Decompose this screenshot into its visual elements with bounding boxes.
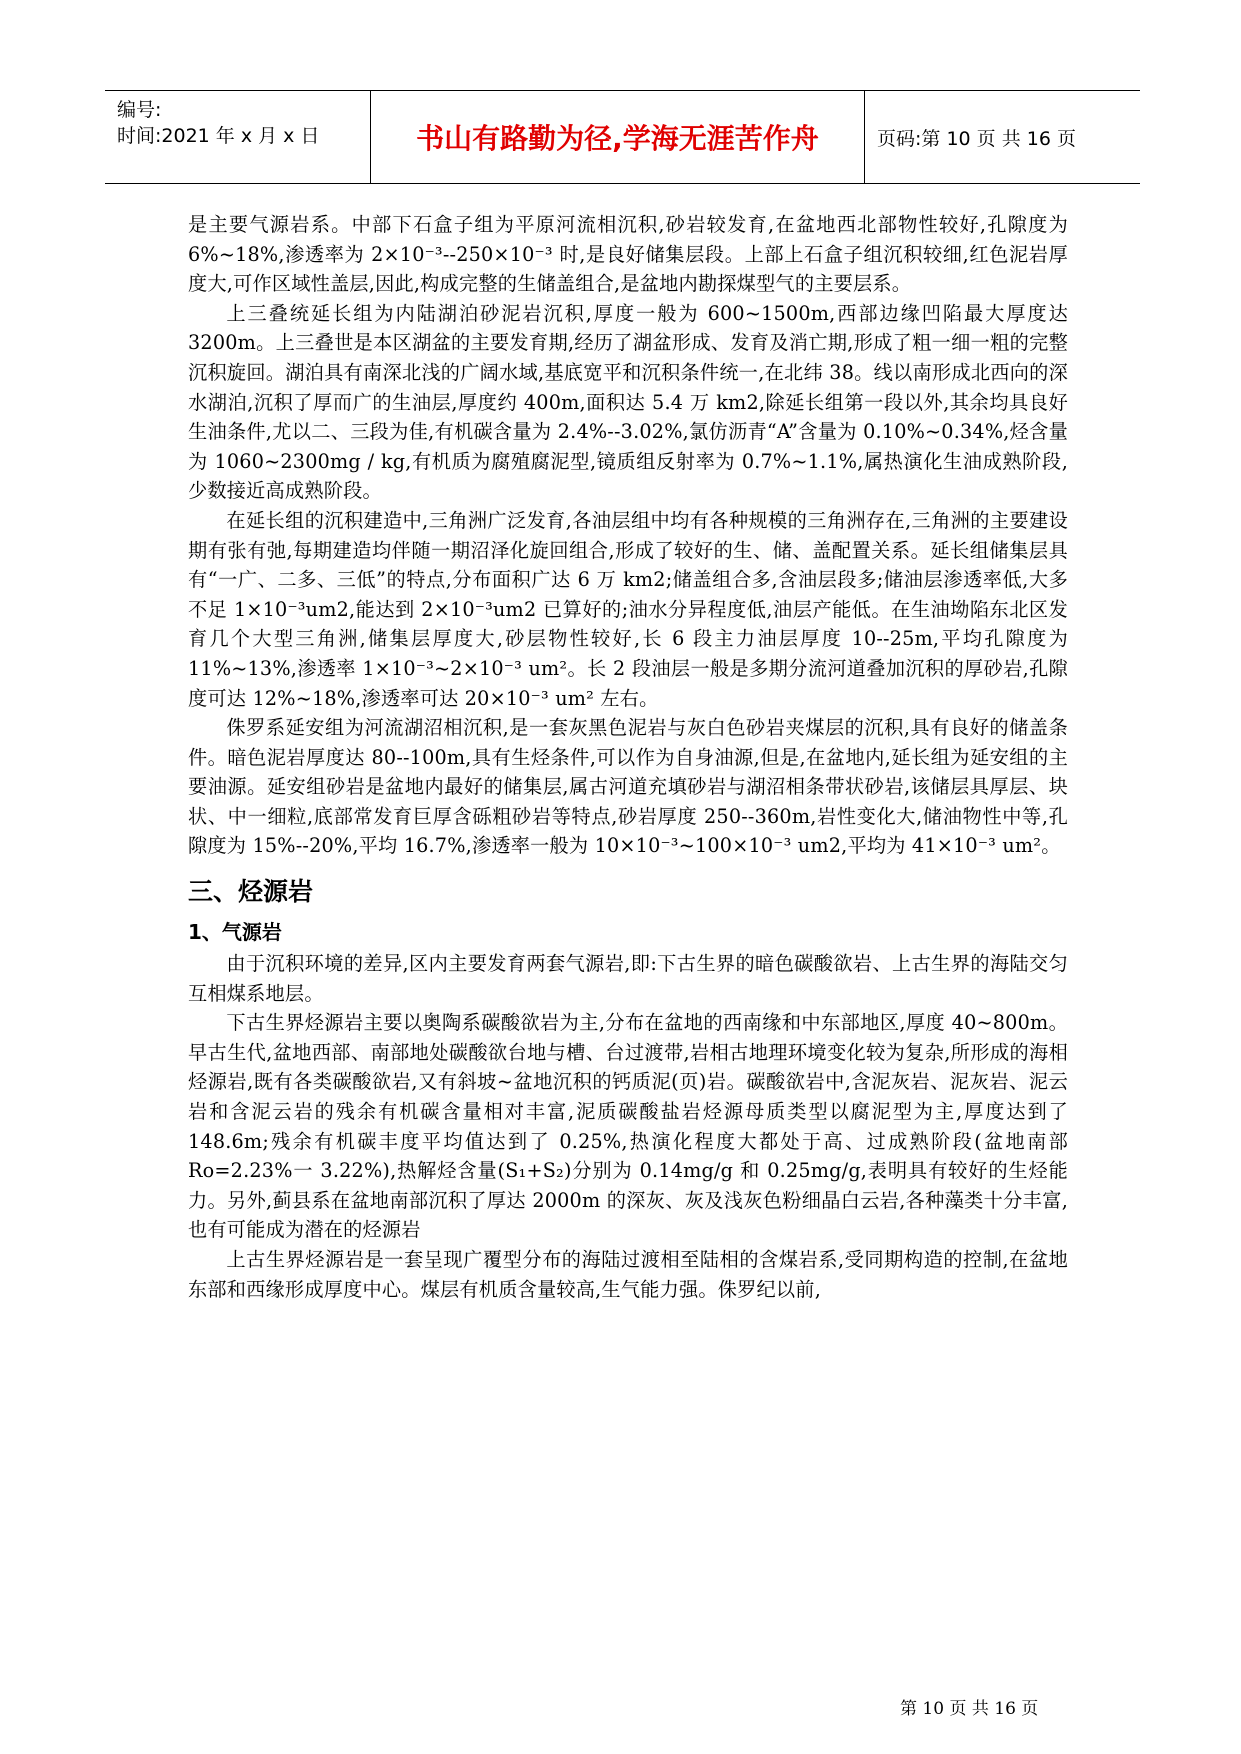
paragraph-1: 是主要气源岩系。中部下石盒子组为平原河流相沉积,砂岩较发育,在盆地西北部物性较好,孔隙度为 6%~18%,渗透率为 2×10⁻³--250×10⁻³ 时,是良好储集层段。上部上石盒子组沉积较细,红色泥岩厚度大,可作区域性盖层,因此,构成完整的生储盖组合,是盆地内勘探煤型气的主要层系。: [188, 213, 1068, 296]
paragraph-7: 上古生界烃源岩是一套呈现广覆型分布的海陆过渡相至陆相的含煤岩系,受同期构造的控制,在盆地东部和西缘形成厚度中心。煤层有机质含量较高,生气能力强。侏罗纪以前,: [188, 1248, 1068, 1301]
page-footer: 第 10 页 共 16 页: [900, 1699, 1039, 1719]
page-header: [105, 90, 1140, 184]
document-body: [188, 210, 1068, 1304]
header-page-info: 页码:第 10 页 共 16 页: [877, 127, 1076, 150]
paragraph-3: 在延长组的沉积建造中,三角洲广泛发育,各油层组中均有各种规模的三角洲存在,三角洲的主要建设期有张有弛,每期建造均伴随一期沼泽化旋回组合,形成了较好的生、储、盖配置关系。延长组储集层具有“一广、二多、三低”的特点,分布面积广达 6 万 km2;储盖组合多,含油层段多;储油层渗透率低,大多不足 1×10⁻³um2,能达到 2×10⁻³um2 已算好的;油水分异程度低,油层产能低。在生油坳陷东北区发育几个大型三角洲,储集层厚度大,砂层物性较好,长 6 段主力油层厚度 10--25m,平均孔隙度为 11%~13%,渗透率 1×10⁻³~2×10⁻³ um²。长 2 段油层一般是多期分流河道叠加沉积的厚砂岩,孔隙度可达 12%~18%,渗透率可达 20×10⁻³ um² 左右。: [188, 508, 1068, 710]
paragraph-4: 侏罗系延安组为河流湖沼相沉积,是一套灰黑色泥岩与灰白色砂岩夹煤层的沉积,具有良好的储盖条件。暗色泥岩厚度达 80--100m,具有生烃条件,可以作为自身油源,但是,在盆地内,延长组为延安组的主要油源。延安组砂岩是盆地内最好的储集层,属古河道充填砂岩与湖沼相条带状砂岩,该储层具厚层、块状、中一细粒,底部常发育巨厚含砾粗砂岩等特点,砂岩厚度 250--360m,岩性变化大,储油物性中等,孔隙度为 15%--20%,平均 16.7%,渗透率一般为 10×10⁻³~100×10⁻³ um2,平均为 41×10⁻³ um²。: [188, 716, 1068, 858]
paragraph-5: 由于沉积环境的差异,区内主要发育两套气源岩,即:下古生界的暗色碳酸欲岩、上古生界的海陆交匀互相煤系地层。: [188, 952, 1068, 1005]
paragraph-2: 上三叠统延长组为内陆湖泊砂泥岩沉积,厚度一般为 600~1500m,西部边缘凹陷最大厚度达 3200m。上三叠世是本区湖盆的主要发育期,经历了湖盆形成、发育及消亡期,形成了粗一细一粗的完整沉积旋回。湖泊具有南深北浅的广阔水域,基底宽平和沉积条件统一,在北纬 38。线以南形成北西向的深水湖泊,沉积了厚而广的生油层,厚度约 400m,面积达 5.4 万 km2,除延长组第一段以外,其余均具良好生油条件,尤以二、三段为佳,有机碳含量为 2.4%--3.02%,氯仿沥青“A”含量为 0.10%~0.34%,烃含量为 1060~2300mg / kg,有机质为腐殖腐泥型,镜质组反射率为 0.7%~1.1%,属热演化生油成熟阶段,少数接近高成熟阶段。: [188, 301, 1068, 503]
header-right-cell: [865, 91, 1140, 183]
time-label: 时间:2021 年 x 月 x 日: [117, 125, 320, 147]
paragraph-6: 下古生界烃源岩主要以奥陶系碳酸欲岩为主,分布在盆地的西南缘和中东部地区,厚度 40~800m。早古生代,盆地西部、南部地处碳酸欲台地与槽、台过渡带,岩相古地理环境变化较为复杂,所形成的海相烃源岩,既有各类碳酸欲岩,又有斜坡~盆地沉积的钙质泥(页)岩。碳酸欲岩中,含泥灰岩、泥灰岩、泥云岩和含泥云岩的残余有机碳含量相对丰富,泥质碳酸盐岩烃源母质类型以腐泥型为主,厚度达到了 148.6m;残余有机碳丰度平均值达到了 0.25%,热演化程度大都处于高、过成熟阶段(盆地南部 Ro=2.23%一 3.22%),热解烃含量(S₁+S₂)分别为 0.14mg/g 和 0.25mg/g,表明具有较好的生烃能力。另外,蓟县系在盆地南部沉积了厚达 2000m 的深灰、灰及浅灰色粉细晶白云岩,各种藻类十分丰富,也有可能成为潜在的烃源岩: [188, 1011, 1068, 1242]
subsection-heading: 1、气源岩: [188, 920, 282, 945]
section-heading: 三、烃源岩: [188, 877, 314, 907]
serial-label: 编号:: [117, 99, 162, 121]
header-motto: 书山有路勤为径,学海无涯苦作舟: [416, 122, 819, 155]
header-middle-cell: [370, 91, 865, 183]
header-left-cell: [105, 91, 370, 183]
